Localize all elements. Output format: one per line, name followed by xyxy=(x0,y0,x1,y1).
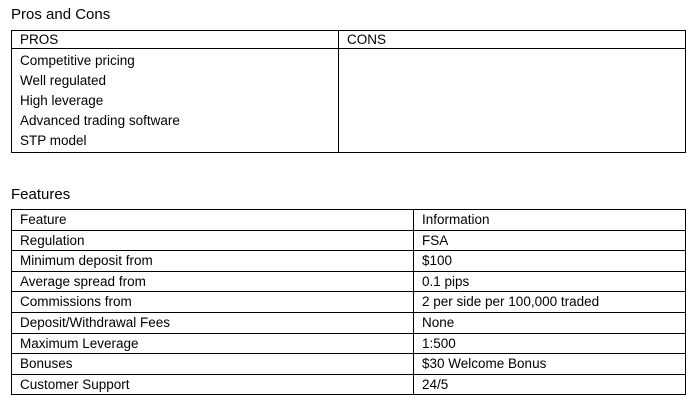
feature-cell: Bonuses xyxy=(12,354,414,375)
features-header-row xyxy=(12,210,686,231)
table-row xyxy=(12,251,686,272)
feature-cell: Deposit/Withdrawal Fees xyxy=(12,312,414,333)
pros-cons-heading: Pros and Cons xyxy=(11,6,111,23)
feature-cell: Commissions from xyxy=(12,292,414,313)
pro-item: Well regulated xyxy=(20,73,107,88)
information-cell: 24/5 xyxy=(414,374,686,395)
information-cell: 1:500 xyxy=(414,333,686,354)
feature-column-header: Feature xyxy=(12,210,414,231)
pros-cons-header-row xyxy=(12,31,686,49)
table-row xyxy=(12,292,686,313)
pros-cons-body-row xyxy=(12,49,686,153)
information-cell: None xyxy=(414,312,686,333)
features-heading: Features xyxy=(11,186,71,203)
information-cell: 0.1 pips xyxy=(414,271,686,292)
pros-list xyxy=(12,49,339,153)
information-column-header: Information xyxy=(414,210,686,231)
feature-cell: Regulation xyxy=(12,230,414,251)
pro-item: Advanced trading software xyxy=(20,113,180,128)
information-cell: 2 per side per 100,000 traded xyxy=(414,292,686,313)
table-row xyxy=(12,271,686,292)
features-table xyxy=(11,209,686,395)
table-row xyxy=(12,354,686,375)
information-cell: FSA xyxy=(414,230,686,251)
pro-item: STP model xyxy=(20,133,87,148)
information-cell: $30 Welcome Bonus xyxy=(414,354,686,375)
table-row xyxy=(12,230,686,251)
table-row xyxy=(12,333,686,354)
pros-header: PROS xyxy=(12,31,339,49)
information-cell: $100 xyxy=(414,251,686,272)
cons-header: CONS xyxy=(339,31,686,49)
pros-cons-table xyxy=(11,30,686,153)
feature-cell: Average spread from xyxy=(12,271,414,292)
feature-cell: Maximum Leverage xyxy=(12,333,414,354)
table-row xyxy=(12,312,686,333)
pro-item: Competitive pricing xyxy=(20,53,135,68)
feature-cell: Minimum deposit from xyxy=(12,251,414,272)
table-row xyxy=(12,374,686,395)
feature-cell: Customer Support xyxy=(12,374,414,395)
pro-item: High leverage xyxy=(20,93,104,108)
cons-list xyxy=(339,49,686,153)
